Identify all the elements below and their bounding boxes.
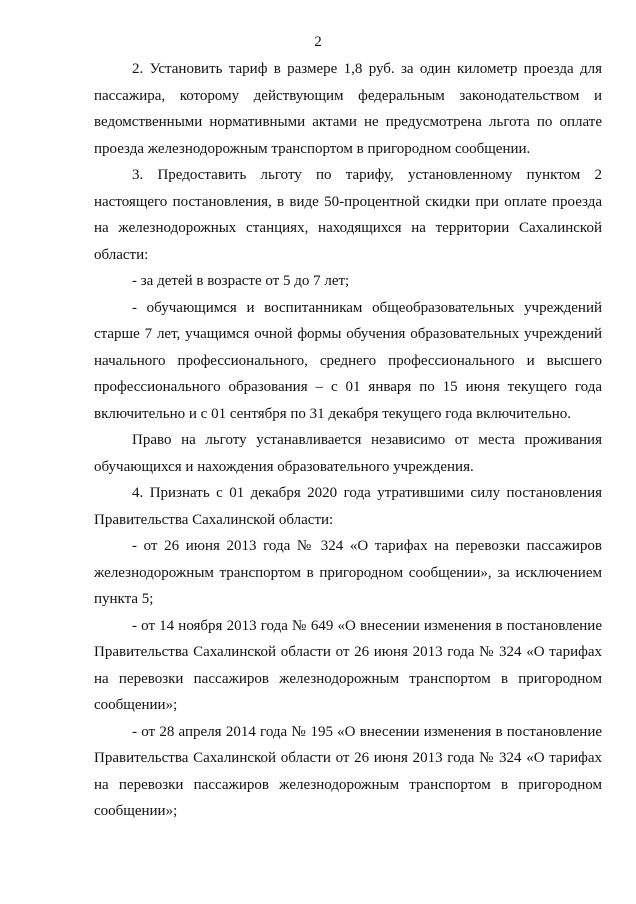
- list-item-children: - за детей в возрасте от 5 до 7 лет;: [132, 273, 350, 289]
- paragraph-benefit: 3. Предоставить льготу по тарифу, установленному пунктом 2 настоящего постановления, в виде 50-процентной скидки при оплате проезда на железнодорожных станциях, находящихся на территории Сахалинской области:: [94, 167, 602, 263]
- list-item-resolution-649: - от 14 ноября 2013 года № 649 «О внесении изменения в постановление Правительства Сахалинской области от 26 июня 2013 года № 324 «О тарифах на перевозки пассажиров железнодорожным транспортом в пригородном сообщении»;: [94, 617, 602, 713]
- page-number: 2: [314, 34, 322, 50]
- list-item-students: - обучающимся и воспитанникам общеобразовательных учреждений старше 7 лет, учащимся очной формы обучения образовательных учреждений начального профессионального, среднего профессионального и высшего профессионального образования – с 01 января по 15 июня текущего года включительно и с 01 сентября по 31 декабря текущего года включительно.: [94, 299, 602, 422]
- paragraph-tariff: 2. Установить тариф в размере 1,8 руб. за один километр проезда для пассажира, которому действующим федеральным законодательством и ведомственными нормативными актами не предусмотрена льгота по оплате проезда железнодорожным транспортом в пригородном сообщении.: [94, 61, 602, 157]
- paragraph-benefit-right: Право на льготу устанавливается независимо от места проживания обучающихся и нахождения образовательного учреждения.: [94, 432, 602, 475]
- list-item-resolution-195: - от 28 апреля 2014 года № 195 «О внесении изменения в постановление Правительства Сахалинской области от 26 июня 2013 года № 324 «О тарифах на перевозки пассажиров железнодорожным транспортом в пригородном сообщении»;: [94, 723, 602, 819]
- document-body: [94, 56, 602, 825]
- paragraph-repeal: 4. Признать с 01 декабря 2020 года утратившими силу постановления Правительства Сахалинской области:: [94, 485, 602, 528]
- list-item-resolution-324: - от 26 июня 2013 года № 324 «О тарифах на перевозки пассажиров железнодорожным транспортом в пригородном сообщении», за исключением пункта 5;: [94, 538, 602, 607]
